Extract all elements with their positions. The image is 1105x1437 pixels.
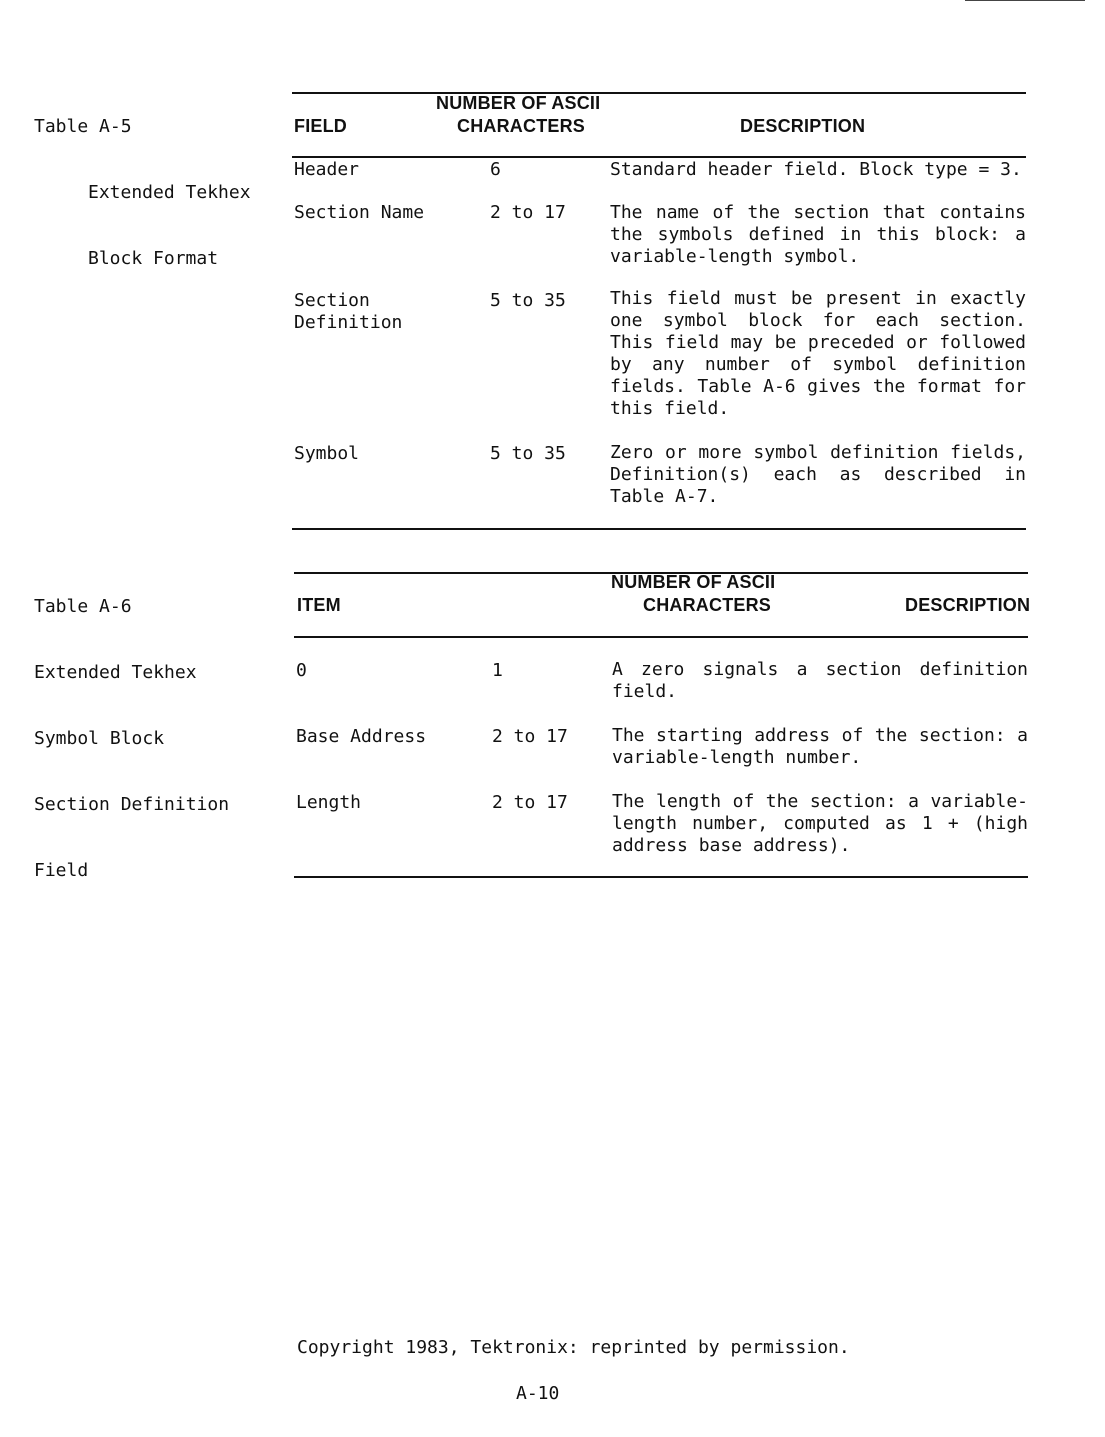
- caption-title: Table A-5: [34, 116, 132, 137]
- table-a5-row-count: 6: [490, 159, 501, 180]
- copyright-notice: Copyright 1983, Tektronix: reprinted by permission.: [297, 1337, 850, 1358]
- table-a6-row-description: The starting address of the section: a variable-length number.: [612, 725, 1028, 768]
- table-a6-row-description: A zero signals a section definition field.: [612, 659, 1028, 702]
- table-a5-caption: [34, 72, 251, 292]
- table-a5-header-count-line2: CHARACTERS: [457, 116, 585, 136]
- table-a6-row-count: 2 to 17: [492, 792, 568, 813]
- table-a5-row-description: This field must be present in exactly one symbol block for each section. This field may be preceded or followed by any number of symbol definition fields. Table A-6 gives the format for this field.: [610, 288, 1026, 419]
- table-a5-row-count: 5 to 35: [490, 290, 566, 311]
- table-a6-bottom-rule: [294, 876, 1028, 878]
- table-a6-row-count: 2 to 17: [492, 726, 568, 747]
- table-a5-row-description: Standard header field. Block type = 3.: [610, 159, 1022, 180]
- table-a6-header-count-line1: NUMBER OF ASCII: [611, 572, 776, 592]
- table-a5-header-rule: [292, 156, 1026, 158]
- table-a6-row-item: 0: [296, 660, 307, 681]
- table-a5-row-field: Section Definition: [294, 290, 403, 333]
- caption-line: Extended Tekhex: [34, 662, 197, 683]
- page-number: A-10: [516, 1383, 560, 1404]
- caption-line: Extended Tekhex: [88, 182, 251, 203]
- table-a5-header-description: DESCRIPTION: [740, 116, 866, 136]
- table-a5-row-description: Zero or more symbol definition fields, Definition(s) each as described in Table A-7.: [610, 442, 1026, 507]
- caption-line: Symbol Block: [34, 728, 165, 749]
- table-a5-row-field: Symbol: [294, 443, 360, 464]
- caption-title: Table A-6: [34, 596, 132, 617]
- table-a5-row-field: Section Name: [294, 202, 425, 223]
- table-a5-header-field: FIELD: [294, 116, 347, 136]
- table-a6-row-item: Length: [296, 792, 362, 813]
- table-a5-bottom-rule: [292, 528, 1026, 530]
- table-a5-row-count: 2 to 17: [490, 202, 566, 223]
- table-a6-caption: [34, 552, 229, 904]
- table-a6-header-count-line2: CHARACTERS: [643, 595, 771, 615]
- table-a5-header-count-line1: NUMBER OF ASCII: [436, 93, 601, 113]
- table-a5-row-description: The name of the section that contains the symbols defined in this block: a variable-length symbol.: [610, 202, 1026, 267]
- table-a5-row-count: 5 to 35: [490, 443, 566, 464]
- table-a6-row-item: Base Address: [296, 726, 427, 747]
- table-a6-header-rule: [294, 636, 1028, 638]
- table-a6-header-item: ITEM: [297, 595, 341, 615]
- table-a6-row-count: 1: [492, 660, 503, 681]
- table-a5-row-field: Header: [294, 159, 360, 180]
- top-edge-rule: [965, 0, 1085, 1]
- caption-line: Block Format: [88, 248, 219, 269]
- table-a5-top-rule: [292, 92, 1026, 94]
- caption-line: Section Definition: [34, 794, 230, 815]
- table-a6-header-description: DESCRIPTION: [905, 595, 1031, 615]
- table-a6-row-description: The length of the section: a variable-length number, computed as 1 + (high address base address).: [612, 791, 1028, 856]
- caption-line: Field: [34, 860, 89, 881]
